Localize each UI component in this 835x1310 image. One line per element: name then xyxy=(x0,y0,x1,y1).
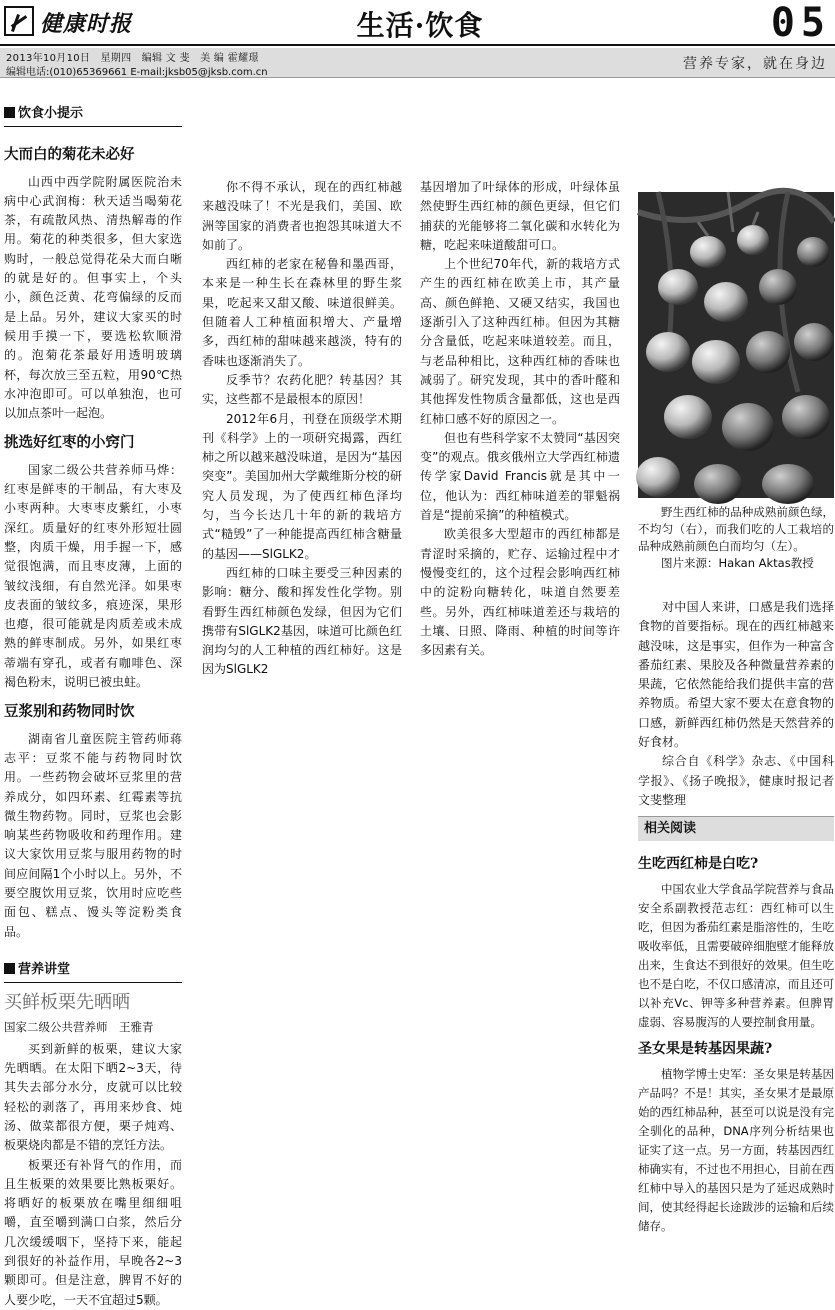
square-bullet-icon xyxy=(4,963,15,974)
article-byline: 国家二级公共营养师 王雅青 xyxy=(4,1020,154,1035)
related-title: 圣女果是转基因果蔬? xyxy=(638,1040,773,1057)
article-paragraph: 对中国人来讲，口感是我们选择食物的首要指标。现在的西红柿越来越没味，这是事实，但作为一种富含番茄红素、果胶及各种微量营养素的果蔬，它依然能给我们提供丰富的营养物质。希望大家不要太在意食物的口感，新鲜西红柿仍然是天然营养的好食材。 xyxy=(638,600,834,750)
related-title: 生吃西红柿是白吃? xyxy=(638,855,759,872)
logo-mark-icon xyxy=(4,6,34,36)
article-paragraph: 西红柿的老家在秘鲁和墨西哥，本来是一种生长在森林里的野生浆果，吃起来又甜又酸、味道很鲜美。但随着人工种植面积增大、产量增多，西红柿的甜味越来越淡，特有的香味也逐渐消失了。 xyxy=(202,257,402,368)
photo-caption xyxy=(638,504,834,572)
issue-info: 2013年10月10日 星期四 编辑 文 斐 美 编 霍耀璟 xyxy=(6,53,259,64)
article-paragraph: 板栗还有补肾气的作用，而且生板栗的效果要比熟板栗好。将晒好的板栗放在嘴里细细咀嚼，直至嚼到满口白浆，然后分几次缓缓咽下，坚持下来，能起到很好的补益作用，早晚各2~3颗即可。但是注意，脾胃不好的人要少吃，一天不宜超过5颗。 xyxy=(4,1157,182,1307)
article-paragraph: 2012年6月，刊登在顶级学术期刊《科学》上的一项研究揭露，西红柿之所以越来越没味道，是因为“基因突变”。美国加州大学戴维斯分校的研究人员发现，为了使西红柿色泽均匀，当今长达几十年的新的栽培方式“糙毁”了一种能提高西红柿含糖量的基因——SlGLK2。 xyxy=(202,411,402,561)
article-title: 大而白的菊花未必好 xyxy=(4,146,135,164)
article-paragraph: 但也有些科学家不太赞同“基因突变”的观点。俄亥俄州立大学西红柿遗传学家David Francis就是其中一位，他认为：西红柿味道差的罪魁祸首是“提前采摘”的种植模式。 xyxy=(420,430,620,523)
section-header-tips: 饮食小提示 xyxy=(4,104,182,127)
article-paragraph: 西红柿的口味主要受三种因素的影响：糖分、酸和挥发性化学物。别看野生西红柿颜色发绿，但因为它们携带有SlGLK2基因，味道可比颜色红润均匀的人工种植的西红柿好。这是因为SlGLK2 xyxy=(202,565,402,677)
article-title: 买鲜板栗先晒晒 xyxy=(4,992,130,1014)
related-text: 中国农业大学食品学院营养与食品安全系副教授范志红：西红柿可以生吃，但因为番茄红素是脂溶性的，生吃吸收率低，且需要破碎细胞壁才能释放出来，生食达不到很好的效果。但生吃也不是白吃，不仅口感清凉，而且还可以补充Vc、钾等多种营养素。但脾胃虚弱、容易腹泻的人要控制食用量。 xyxy=(638,881,834,1029)
article-paragraph: 湖南省儿童医院主管药师蒋志平：豆浆不能与药物同时饮用。一些药物会破坏豆浆里的营养成分，如四环素、红霉素等抗微生物药物。同时，豆浆也会影响某些药物吸收和药理作用。建议大家饮用豆浆与服用药物的时间应间隔1个小时以上。另外，不要空腹饮用豆浆，饮用时应吃些面包、糕点、馒头等淀粉类食品。 xyxy=(4,731,182,939)
article-paragraph: 你不得不承认，现在的西红柿越来越没味了！不光是我们，美国、欧洲等国家的消费者也抱怨其味道大不如前了。 xyxy=(202,180,402,252)
section-header-nutrition: 营养讲堂 xyxy=(4,960,182,983)
logo-text: 健康时报 xyxy=(40,11,133,37)
article-title: 豆浆别和药物同时饮 xyxy=(4,703,135,721)
square-bullet-icon xyxy=(4,107,15,118)
article-paragraph: 买到新鲜的板栗，建议大家先晒晒。在太阳下晒2~3天，待其失去部分水分，皮就可以比较轻松的剥落了，再用来炒食、炖汤、做菜都很方便，栗子炖鸡、板栗烧肉都是不错的烹饪方法。 xyxy=(4,1041,182,1153)
article-paragraph: 国家二级公共营养师马烨：红枣是鲜枣的干制品，有大枣及小枣两种。大枣枣皮紫红，小枣深红。质量好的红枣外形短壮圆整，肉质干燥，用手握一下，感觉很饱满，而且枣皮薄，上面的皱纹浅细，有自然光泽。如果枣皮表面的皱纹多，痕迹深，果形也瘪，很可能就是肉质差或未成熟的鲜枣制成。另外，如果红枣蒂端有穿孔，或者有咖啡色、深褐色粉末，说明已被虫蛀。 xyxy=(4,462,182,690)
tomato-photo xyxy=(638,192,834,498)
slogan: 营养专家，就在身边 xyxy=(683,56,827,72)
section-title: 生活·饮食 xyxy=(356,9,484,42)
caption-text: 野生西红柿的品种成熟前颜色绿，不均匀（右），而我们吃的人工栽培的品种成熟前颜色白而均匀（左）。 xyxy=(638,505,834,553)
article-source: 综合自《科学》杂志、《中国科学报》、《扬子晚报》，健康时报记者文斐整理 xyxy=(638,754,834,807)
contact-info: 编辑电话:(010)65369661 E-mail:jksb05@jksb.com.cn xyxy=(6,67,268,78)
article-paragraph: 山西中西学院附属医院治未病中心武润梅：秋天适当喝菊花茶，有疏散风热、清热解毒的作用。菊花的种类很多，但大家选购时，一般总觉得花朵大而白晰的就是好的。但事实上，个头小，颜色泛黄、花弯偏绿的反而是上品。另外，建议大家买的时候用手摸一下，要选松软顺滑的。泡菊花茶最好用透明玻璃杯，每次放三至五粒，用90℃热水冲泡即可。可以单独泡，也可以加点茶叶一起泡。 xyxy=(4,174,182,421)
related-text: 植物学博士史军：圣女果是转基因产品吗？不是！其实，圣女果才是最原始的西红柿品种，甚至可以说是没有完全驯化的品种，DNA序列分析结果也证实了这一点。另一方面，转基因西红柿确实有，不过也不用担心，目前在西红柿中导入的基因只是为了延迟成熟时间，使其经得起长途跋涉的运输和后续储存。 xyxy=(638,1067,834,1234)
info-bar xyxy=(0,48,835,78)
column-tomato-2 xyxy=(420,178,620,660)
article-paragraph: 上个世纪70年代，新的栽培方式产生的西红柿在欧美上市，其产量高、颜色鲜艳、又硬又结实，我国也逐渐引入了这种西红柿。但因为其糖分含量低，吃起来味道较差。而且，与老品种相比，这种西红柿的香味也减弱了。研究发现，其中的香叶醛和其他挥发性物质含量都低，这也是西红柿口感不好的原因之一。 xyxy=(420,257,620,426)
column-tomato-3 xyxy=(638,598,834,1236)
related-reading-header: 相关阅读 xyxy=(638,816,834,840)
article-title: 挑选好红枣的小窍门 xyxy=(4,434,135,452)
newspaper-logo xyxy=(4,4,174,38)
tomato-photo-illustration xyxy=(638,192,834,498)
article-paragraph: 欧美很多大型超市的西红柿都是青涩时采摘的，贮存、运输过程中才慢慢变红的，这个过程会影响西红柿中的淀粉向糖转化，味道自然要差些。另外，西红柿味道差还与栽培的土壤、日照、降雨、种植的时间等许多因素有关。 xyxy=(420,527,620,658)
column-tomato-1 xyxy=(202,178,402,680)
photo-source: 图片来源：Hakan Aktas教授 xyxy=(661,556,814,570)
article-paragraph: 基因增加了叶绿体的形成，叶绿体虽然使野生西红柿的颜色更绿，但它们捕获的光能够将二氧化碳和水转化为糖，吃起来味道酸甜可口。 xyxy=(420,180,620,252)
masthead xyxy=(0,0,835,46)
article-paragraph: 反季节？农药化肥？转基因？其实，这些都不是最根本的原因！ xyxy=(202,372,402,407)
column-tips xyxy=(4,104,182,1310)
page-number: 05 xyxy=(770,0,831,46)
